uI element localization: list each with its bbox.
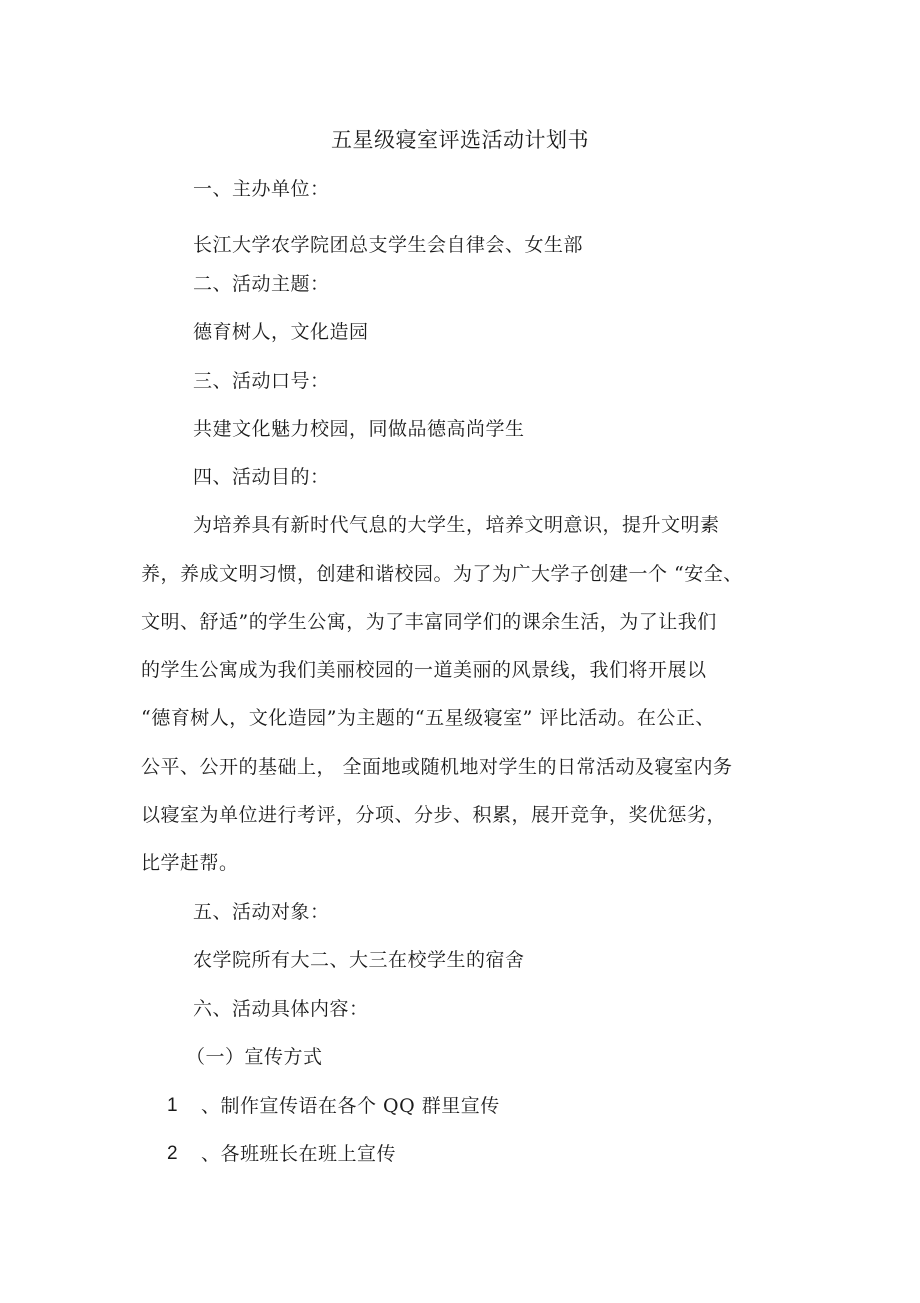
list-item-text: 、制作宣传语在各个 QQ 群里宣传 <box>201 1095 500 1117</box>
subsection-heading-publicity: （一）宣传方式 <box>186 1046 323 1068</box>
section-heading-content: 六、活动具体内容： <box>193 998 369 1020</box>
section-body-organizer: 长江大学农学院团总支学生会自律会、女生部 <box>193 234 584 256</box>
purpose-line: 文明、舒适”的学生公寓，为了丰富同学们的课余生活，为了让我们 <box>141 611 717 633</box>
section-heading-slogan: 三、活动口号： <box>193 370 330 392</box>
purpose-line: “德育树人，文化造园”为主题的“五星级寝室” 评比活动。在公正、 <box>141 707 715 729</box>
section-heading-target: 五、活动对象： <box>193 901 330 923</box>
purpose-line: 公平、公开的基础上， 全面地或随机地对学生的日常活动及寝室内务 <box>141 756 733 778</box>
section-body-theme: 德育树人，文化造园 <box>193 321 369 343</box>
document-title: 五星级寝室评选活动计划书 <box>331 128 589 152</box>
purpose-line: 比学赶帮。 <box>141 852 239 874</box>
section-heading-theme: 二、活动主题： <box>193 273 330 295</box>
section-body-slogan: 共建文化魅力校园，同做品德高尚学生 <box>193 418 525 440</box>
list-item-number: 1 <box>167 1095 178 1116</box>
section-heading-purpose: 四、活动目的： <box>193 466 330 488</box>
purpose-line: 养，养成文明习惯，创建和谐校园。为了为广大学子创建一个 “安全、 <box>141 563 743 585</box>
list-item-number: 2 <box>167 1143 178 1164</box>
purpose-line: 为培养具有新时代气息的大学生，培养文明意识，提升文明素 <box>193 514 720 536</box>
purpose-line: 的学生公寓成为我们美丽校园的一道美丽的风景线，我们将开展以 <box>141 659 707 681</box>
list-item-text: 、各班班长在班上宣传 <box>201 1143 397 1165</box>
section-body-target: 农学院所有大二、大三在校学生的宿舍 <box>193 949 525 971</box>
section-heading-organizer: 一、主办单位： <box>193 178 330 200</box>
purpose-line: 以寝室为单位进行考评，分项、分步、积累，展开竞争，奖优惩劣， <box>141 804 727 826</box>
